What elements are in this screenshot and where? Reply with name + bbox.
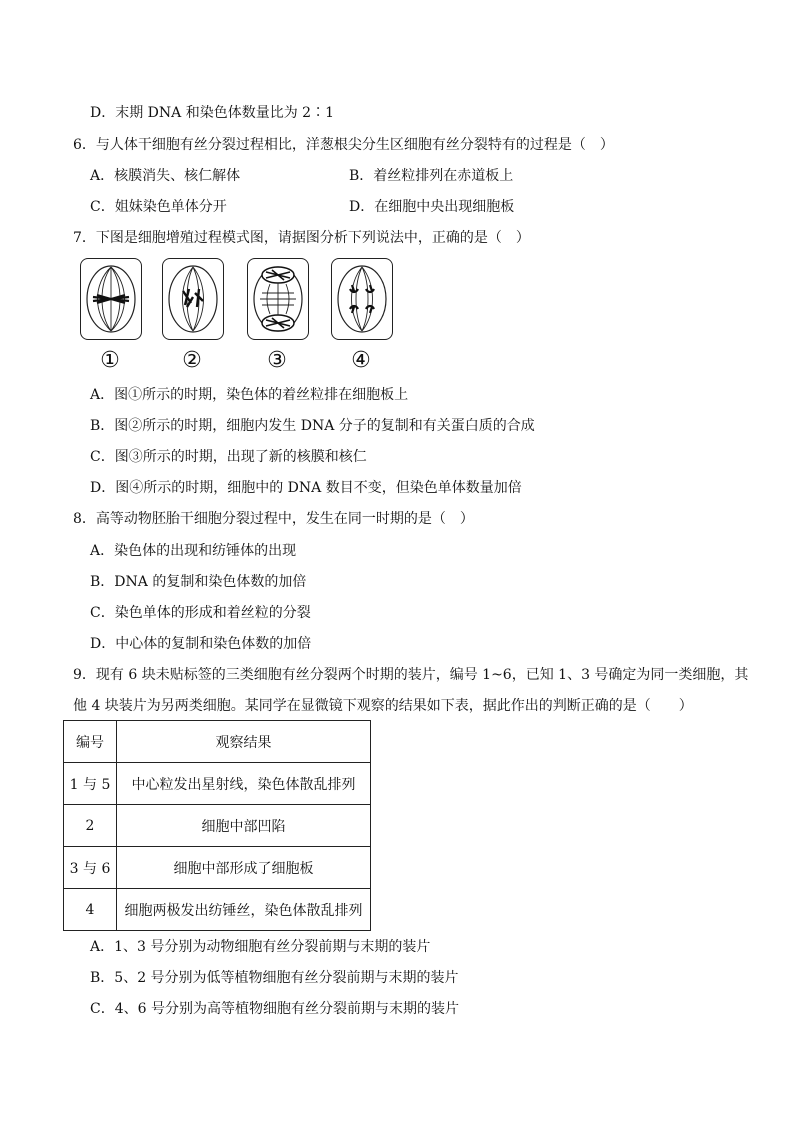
q7-stem: 7．下图是细胞增殖过程模式图，请据图分析下列说法中，正确的是（ ） xyxy=(73,230,530,246)
table-header-cell: 观察结果 xyxy=(117,721,371,763)
q6-option-d: D．在细胞中央出现细胞板 xyxy=(349,199,515,215)
q9-stem-line2: 他 4 块装片为另两类细胞。某同学在显微镜下观察的结果如下表，据此作出的判断正确的是（ ） xyxy=(73,698,693,714)
q9-option-c: C．4、6 号分别为高等植物细胞有丝分裂前期与末期的装片 xyxy=(90,1001,459,1017)
table-cell: 细胞中部形成了细胞板 xyxy=(117,847,371,889)
table-header-cell: 编号 xyxy=(64,721,117,763)
figure-label-1: ① xyxy=(100,348,120,373)
q6-option-c: C．姐妹染色单体分开 xyxy=(90,199,227,215)
figure-label-2: ② xyxy=(182,348,202,373)
q8-option-b: B．DNA 的复制和染色体数的加倍 xyxy=(90,574,307,590)
q6-option-b: B．着丝粒排列在赤道板上 xyxy=(349,168,514,184)
q8-option-d: D．中心体的复制和染色体数的加倍 xyxy=(90,636,312,652)
q7-option-c: C．图③所示的时期，出现了新的核膜和核仁 xyxy=(90,449,367,465)
q9-option-b: B．5、2 号分别为低等植物细胞有丝分裂前期与末期的装片 xyxy=(90,970,459,986)
table-cell: 1 与 5 xyxy=(64,763,117,805)
table-header-row xyxy=(64,721,371,763)
table-cell: 3 与 6 xyxy=(64,847,117,889)
table-cell: 4 xyxy=(64,889,117,931)
q8-stem: 8．高等动物胚胎干细胞分裂过程中，发生在同一时期的是（ ） xyxy=(73,511,474,527)
table-cell: 细胞两极发出纺锤丝，染色体散乱排列 xyxy=(117,889,371,931)
table-row xyxy=(64,805,371,847)
cell-diagram-2 xyxy=(162,258,224,340)
cell-diagram-1 xyxy=(80,258,142,340)
table-row xyxy=(64,889,371,931)
q8-option-a: A．染色体的出现和纺锤体的出现 xyxy=(90,543,297,559)
q7-option-d: D．图④所示的时期，细胞中的 DNA 数目不变，但染色单体数量加倍 xyxy=(90,480,522,496)
cell-division-figure xyxy=(76,258,396,376)
table-cell: 细胞中部凹陷 xyxy=(117,805,371,847)
table-row xyxy=(64,763,371,805)
figure-label-3: ③ xyxy=(267,348,287,373)
q7-option-b: B．图②所示的时期，细胞内发生 DNA 分子的复制和有关蛋白质的合成 xyxy=(90,418,535,434)
q9-stem-line1: 9．现有 6 块未贴标签的三类细胞有丝分裂两个时期的装片，编号 1~6，已知 1、3 号确定为同一类细胞，其 xyxy=(73,667,749,683)
table-cell: 2 xyxy=(64,805,117,847)
q6-option-a: A．核膜消失、核仁解体 xyxy=(90,168,241,184)
cell-diagram-4 xyxy=(331,258,393,340)
cell-diagram-3 xyxy=(247,258,309,340)
q5-option-d: D．末期 DNA 和染色体数量比为 2∶1 xyxy=(90,105,334,121)
q6-stem: 6．与人体干细胞有丝分裂过程相比，洋葱根尖分生区细胞有丝分裂特有的过程是（ ） xyxy=(73,137,614,153)
q7-option-a: A．图①所示的时期，染色体的着丝粒排在细胞板上 xyxy=(90,387,409,403)
table-cell: 中心粒发出星射线，染色体散乱排列 xyxy=(117,763,371,805)
figure-label-4: ④ xyxy=(351,348,371,373)
q8-option-c: C．染色单体的形成和着丝粒的分裂 xyxy=(90,605,311,621)
q9-option-a: A．1、3 号分别为动物细胞有丝分裂前期与末期的装片 xyxy=(90,939,431,955)
table-row xyxy=(64,847,371,889)
observation-table xyxy=(63,720,371,931)
